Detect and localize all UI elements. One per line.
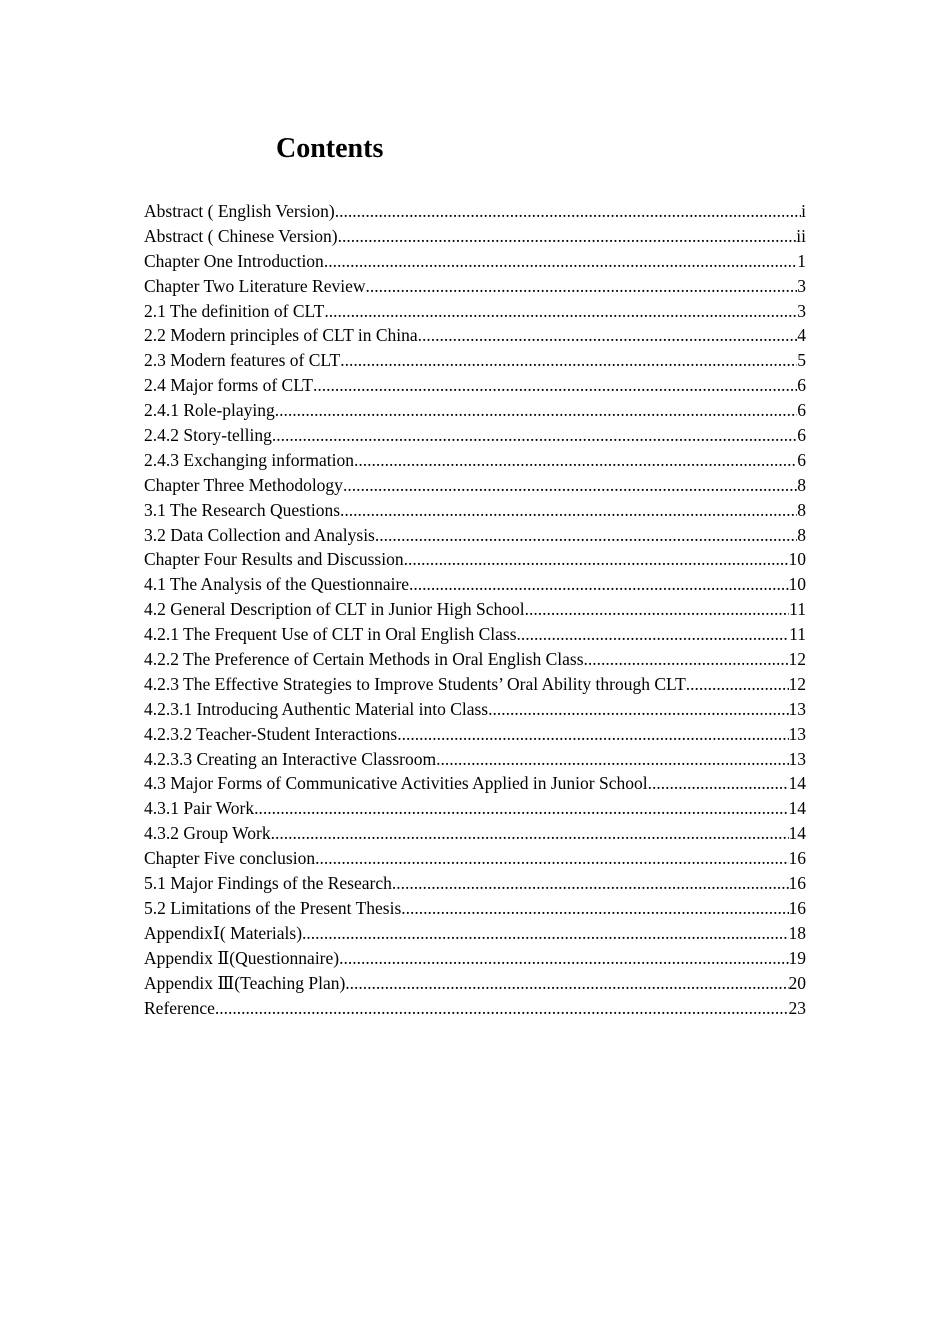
toc-entry-label: 4.2.3.2 Teacher-Student Interactions [144,723,398,744]
toc-entry[interactable] [144,597,806,622]
toc-entry[interactable] [144,921,806,946]
toc-page-number: 16 [788,873,806,894]
toc-entry-label: 2.4.1 Role-playing [144,400,275,421]
toc-dot-leader [404,547,789,572]
toc-entry[interactable] [144,423,806,448]
toc-page-number: 5 [797,350,806,371]
toc-entry-label: Chapter Four Results and Discussion [144,549,404,570]
toc-dot-leader [340,498,797,523]
toc-entry[interactable] [144,771,806,796]
toc-entry-label: 2.2 Modern principles of CLT in China [144,325,418,346]
toc-entry[interactable] [144,274,806,299]
toc-page-number: 19 [788,947,806,968]
toc-entry-label: Appendix Ⅱ(Questionnaire) [144,947,340,968]
toc-entry-label: Chapter Two Literature Review [144,275,366,296]
toc-entry-label: Chapter Five conclusion [144,848,316,869]
toc-dot-leader [313,373,797,398]
toc-entry-label: 4.2.3.3 Creating an Interactive Classroom [144,748,437,769]
toc-page-number: 8 [797,499,806,520]
toc-entry-label: 4.2.2 The Preference of Certain Methods in Oral English Class [144,649,584,670]
toc-entry[interactable] [144,996,806,1021]
toc-entry[interactable] [144,448,806,473]
toc-entry[interactable] [144,199,806,224]
toc-entry[interactable] [144,622,806,647]
toc-entry[interactable] [144,722,806,747]
toc-page-number: 3 [797,275,806,296]
toc-entry[interactable] [144,821,806,846]
toc-page-number: 14 [788,823,806,844]
toc-entry-label: 5.2 Limitations of the Present Thesis [144,897,402,918]
toc-entry[interactable] [144,547,806,572]
toc-entry[interactable] [144,249,806,274]
toc-dot-leader [525,597,790,622]
toc-entry[interactable] [144,572,806,597]
toc-entry[interactable] [144,971,806,996]
toc-dot-leader [338,224,797,249]
toc-entry[interactable] [144,348,806,373]
toc-page-number: 23 [788,997,806,1018]
toc-dot-leader [271,821,789,846]
toc-dot-leader [340,348,797,373]
toc-dot-leader [397,722,788,747]
toc-dot-leader [584,647,789,672]
toc-dot-leader [315,846,788,871]
toc-entry[interactable] [144,523,806,548]
toc-dot-leader [324,299,797,324]
toc-dot-leader [345,971,788,996]
toc-dot-leader [275,398,798,423]
toc-page-number: 1 [797,250,806,271]
toc-entry-label: 2.4 Major forms of CLT [144,375,313,396]
toc-dot-leader [648,771,789,796]
toc-entry-label: Appendix Ⅲ(Teaching Plan) [144,972,346,993]
toc-dot-leader [354,448,797,473]
toc-dot-leader [324,249,797,274]
toc-page-number: 18 [788,922,806,943]
toc-entry[interactable] [144,846,806,871]
toc-entry[interactable] [144,647,806,672]
toc-entry[interactable] [144,398,806,423]
toc-page-number: 6 [797,425,806,446]
toc-page-number: 4 [797,325,806,346]
toc-dot-leader [517,622,790,647]
toc-dot-leader [302,921,788,946]
toc-entry[interactable] [144,299,806,324]
table-of-contents [144,199,806,1020]
toc-entry-label: 4.3.1 Pair Work [144,798,255,819]
toc-entry-label: 4.2 General Description of CLT in Junior High School [144,599,525,620]
toc-entry-label: Reference [144,997,215,1018]
toc-page-number: 16 [788,848,806,869]
toc-dot-leader [418,323,798,348]
toc-entry-label: 2.1 The definition of CLT [144,300,325,321]
toc-page-number: 11 [789,624,806,645]
toc-entry-label: 4.2.3.1 Introducing Authentic Material into Class [144,698,489,719]
toc-dot-leader [339,946,788,971]
toc-dot-leader [375,523,797,548]
toc-dot-leader [436,747,788,772]
toc-entry[interactable] [144,796,806,821]
toc-page-number: 6 [797,400,806,421]
toc-entry-label: 2.3 Modern features of CLT [144,350,341,371]
toc-page-number: 12 [788,673,806,694]
toc-page-number: 8 [797,524,806,545]
toc-entry-label: 4.3 Major Forms of Communicative Activities Applied in Junior School [144,773,648,794]
toc-page-number: 12 [788,649,806,670]
toc-entry[interactable] [144,498,806,523]
toc-page-number: 8 [797,474,806,495]
toc-entry[interactable] [144,697,806,722]
toc-entry[interactable] [144,473,806,498]
toc-dot-leader [409,572,788,597]
toc-page-number: 6 [797,449,806,470]
toc-entry-label: 2.4.2 Story-telling [144,425,272,446]
toc-page-number: 13 [788,698,806,719]
toc-entry-label: 3.2 Data Collection and Analysis [144,524,375,545]
toc-entry[interactable] [144,871,806,896]
toc-page-number: i [801,201,806,221]
toc-entry[interactable] [144,323,806,348]
toc-entry-label: 2.4.3 Exchanging information [144,449,354,470]
toc-page-number: 14 [788,798,806,819]
contents-title: Contents [276,133,384,164]
toc-page-number: 13 [788,748,806,769]
toc-dot-leader [401,896,788,921]
toc-page-number: ii [796,225,806,246]
toc-entry-label: 4.1 The Analysis of the Questionnaire [144,574,410,595]
toc-page-number: 20 [788,972,806,993]
toc-dot-leader [488,697,788,722]
toc-entry-label: 4.3.2 Group Work [144,823,271,844]
toc-entry-label: 4.2.3 The Effective Strategies to Improve Students’ Oral Ability through CLT [144,673,686,694]
toc-entry-label: Chapter Three Methodology [144,474,343,495]
toc-entry-label: Abstract ( English Version) [144,201,335,221]
toc-dot-leader [343,473,797,498]
toc-dot-leader [215,996,789,1021]
toc-entry[interactable] [144,896,806,921]
toc-dot-leader [366,274,798,299]
toc-entry-label: 4.2.1 The Frequent Use of CLT in Oral English Class [144,624,517,645]
toc-entry[interactable] [144,224,806,249]
toc-entry-label: 3.1 The Research Questions [144,499,341,520]
toc-dot-leader [254,796,788,821]
toc-entry[interactable] [144,946,806,971]
toc-entry[interactable] [144,747,806,772]
toc-page-number: 16 [788,897,806,918]
toc-dot-leader [392,871,789,896]
toc-entry-label: Abstract ( Chinese Version) [144,225,338,246]
toc-page-number: 10 [788,574,806,595]
toc-page-number: 14 [788,773,806,794]
toc-dot-leader [272,423,797,448]
toc-entry[interactable] [144,672,806,697]
toc-page-number: 13 [788,723,806,744]
toc-page-number: 10 [788,549,806,570]
toc-entry[interactable] [144,373,806,398]
toc-page-number: 3 [797,300,806,321]
toc-entry-label: 5.1 Major Findings of the Research [144,873,392,894]
toc-dot-leader [686,672,789,697]
toc-entry-label: AppendixⅠ( Materials) [144,922,303,943]
toc-entry-label: Chapter One Introduction [144,250,324,271]
toc-page-number: 11 [789,599,806,620]
toc-page-number: 6 [797,375,806,396]
toc-dot-leader [335,199,801,224]
